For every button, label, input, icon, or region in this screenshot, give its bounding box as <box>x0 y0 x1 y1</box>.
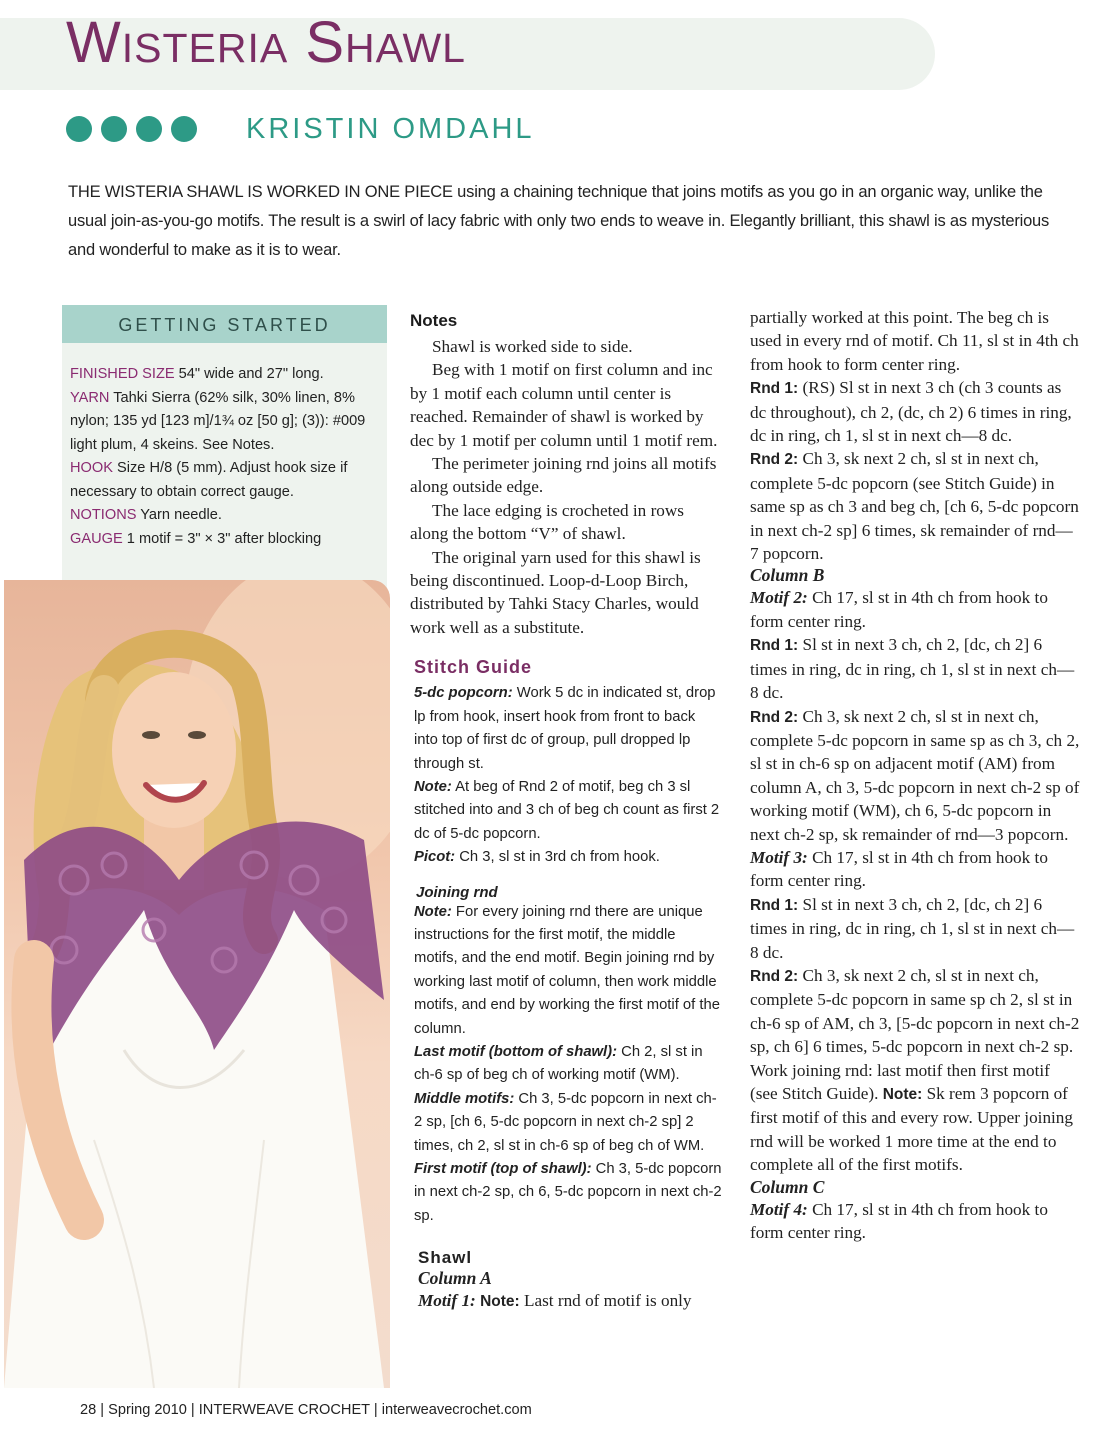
column-b-heading: Column B <box>750 565 825 586</box>
work-joining-line <box>750 1059 1080 1177</box>
getting-started-body <box>62 343 387 551</box>
motif-label: Motif 3: <box>750 847 808 867</box>
last-motif-entry <box>414 1041 722 1088</box>
item-label: NOTIONS <box>70 507 137 523</box>
entry-label: 5-dc popcorn: <box>414 685 513 702</box>
notes-heading: Notes <box>410 311 458 330</box>
popcorn-entry <box>414 682 722 776</box>
rnd-label: Rnd 1: <box>750 380 799 398</box>
page-footer: 28 | Spring 2010 | INTERWEAVE CROCHET | interweavecrochet.com <box>80 1402 532 1418</box>
rnd-text: Ch 3, sk next 2 ch, sl st in next ch, complete 5-dc popcorn in same sp ch 2, sl st in ch-6 sp of AM, ch 3, [5-dc popcorn in next ch-2 sp, ch 6] 6 times, 5-dc popcorn in next ch-2 sp. <box>750 965 1080 1057</box>
item-label: FINISHED SIZE <box>70 366 175 382</box>
yarn-item <box>70 387 381 458</box>
note-label: Note: <box>882 1086 923 1103</box>
b3-rnd-1 <box>750 893 1080 964</box>
author-name: KRISTIN OMDAHL <box>246 113 535 145</box>
joining-heading: Joining rnd <box>416 883 498 901</box>
entry-text: Ch 3, 5-dc popcorn in next ch-2 sp, ch 6, 5-dc popcorn in next ch-2 sp. <box>414 1161 722 1224</box>
rnd-text: Sl st in next 3 ch, ch 2, [dc, ch 2] 6 times in ring, dc in ring, ch 1, sl st in next ch—8 dc. <box>750 635 1075 703</box>
joining-text: Work joining rnd: last motif then first motif (see Stitch Guide). <box>750 1060 1050 1103</box>
model-illustration <box>4 580 390 1388</box>
entry-label: Picot: <box>414 849 456 866</box>
getting-started-heading: GETTING STARTED <box>62 305 387 343</box>
column-a-heading: Column A <box>418 1268 492 1289</box>
note-label: Note: <box>480 1293 520 1311</box>
notes-paragraph: The lace edging is crocheted in rows along the bottom “V” of shawl. <box>410 500 684 544</box>
item-label: HOOK <box>70 460 113 476</box>
rnd-label: Rnd 1: <box>750 637 799 655</box>
skill-dot-icon <box>136 116 162 142</box>
entry-text: Ch 3, sl st in 3rd ch from hook. <box>455 849 660 866</box>
page-title: Wisteria Shawl <box>66 10 466 75</box>
entry-label: Note: <box>414 778 452 795</box>
entry-text: At beg of Rnd 2 of motif, beg ch 3 sl stitched into and 3 ch of beg ch count as first 2 dc of 5-dc popcorn. <box>414 778 720 842</box>
rnd-label: Rnd 2: <box>750 708 799 726</box>
motif-4-line <box>750 1198 1080 1245</box>
motif-2-line <box>750 586 1080 633</box>
b2-rnd-2 <box>750 705 1080 846</box>
notes-paragraph: The original yarn used for this shawl is being discontinued. Loop-d-Loop Birch, distributed by Tahki Stacy Charles, would work well as a substitute. <box>410 547 701 637</box>
entry-label: Note: <box>414 903 452 920</box>
rnd-label: Rnd 2: <box>750 967 799 985</box>
motif-text: Ch 17, sl st in 4th ch from hook to form center ring. <box>750 847 1048 891</box>
motif-label: Motif 4: <box>750 1199 808 1219</box>
motif-text: Ch 17, sl st in 4th ch from hook to form center ring. <box>750 588 1048 631</box>
rnd-label: Rnd 2: <box>750 451 799 469</box>
notes-paragraph: Shawl is worked side to side. <box>432 337 633 356</box>
a-rnd-2 <box>750 447 1080 565</box>
column-c-heading: Column C <box>750 1176 825 1197</box>
motif-label: Motif 2: <box>750 588 808 608</box>
entry-label: First motif (top of shawl): <box>414 1161 592 1177</box>
entry-text: For every joining rnd there are unique instructions for the first motif, the middle motifs, and the end motif. Begin joining rnd by working last motif of column, then work middle motifs, and end by working the first motif of the column. <box>414 903 720 1037</box>
item-text: 54" wide and 27" long. <box>174 366 324 382</box>
column-right <box>750 306 1080 1244</box>
item-text: Tahki Sierra (62% silk, 30% linen, 8% nylon; 135 yd [123 m]/1¾ oz [50 g]; (3)): #009 light plum, 4 skeins. See Notes. <box>70 389 366 453</box>
skill-dot-icon <box>66 116 92 142</box>
intro-lead: THE WISTERIA SHAWL IS WORKED IN ONE PIECE <box>68 183 453 201</box>
motif-1-continued: partially worked at this point. The beg ch is used in every rnd of motif. Ch 11, sl st in 4th ch from hook to form center ring. <box>750 308 1079 374</box>
rnd-text: Ch 3, sk next 2 ch, sl st in next ch, complete 5-dc popcorn (see Stitch Guide) in same sp as ch 3 and beg ch, [ch 6, 5-dc popcorn in next ch-2 sp] 6 times, sk remainder of rnd—7 popcorn. <box>750 449 1079 564</box>
motif-3-line <box>750 846 1080 893</box>
gauge-item <box>70 528 381 552</box>
intro-paragraph <box>68 178 1073 265</box>
finished-size-item <box>70 363 381 387</box>
skill-dot-icon <box>101 116 127 142</box>
b2-rnd-1 <box>750 633 1080 704</box>
skill-dot-icon <box>171 116 197 142</box>
column-middle <box>410 311 722 1314</box>
middle-motifs-entry <box>414 1088 722 1158</box>
rnd-text: Ch 3, sk next 2 ch, sl st in next ch, complete 5-dc popcorn in same sp as ch 3, ch 2, sl st in ch-6 sp on adjacent motif (AM) from column A, ch 3, 5-dc popcorn in next ch-2 sp of working motif (WM), ch 6, 5-dc popcorn in next ch-2 sp, sk remainder of rnd—3 popcorn. <box>750 706 1080 844</box>
item-text: Yarn needle. <box>136 507 222 523</box>
first-motif-entry <box>414 1158 722 1228</box>
item-label: GAUGE <box>70 530 123 547</box>
stitch-guide-heading: Stitch Guide <box>414 657 533 678</box>
note-entry <box>414 776 722 846</box>
rnd-label: Rnd 1: <box>750 896 799 914</box>
entry-text: Ch 2, sl st in ch-6 sp of beg ch of working motif (WM). <box>414 1043 703 1084</box>
joining-note <box>414 901 722 1041</box>
intro-text: using a chaining technique that joins motifs as you go in an organic way, unlike the usual join-as-you-go motifs. The result is a swirl of lacy fabric with only two ends to weave in. Elegantly brilliant, this shawl is as mysterious and wonderful to make as it is to wear. <box>68 183 1050 259</box>
shawl-heading: Shawl <box>418 1248 473 1268</box>
rating-dots <box>66 116 197 142</box>
notes-paragraph: Beg with 1 motif on first column and inc by 1 motif each column until center is reached. Remainder of shawl is worked by dec by 1 motif per column until 1 motif rem. <box>410 360 718 450</box>
item-text: Size H/8 (5 mm). Adjust hook size if necessary to obtain correct gauge. <box>70 460 348 500</box>
notes-paragraph: The perimeter joining rnd joins all motifs along outside edge. <box>410 454 717 497</box>
motif-text: Last rnd of motif is only <box>519 1291 692 1311</box>
getting-started-box <box>62 305 387 590</box>
entry-text: Ch 3, 5-dc popcorn in next ch-2 sp, [ch 6, 5-dc popcorn in next ch-2 sp] 2 times, ch 2, sl st in ch-6 sp of beg ch of WM. <box>414 1090 717 1154</box>
joining-note-text: Sk rem 3 popcorn of first motif of this and every row. Upper joining rnd will be worked 1 more time at the end to complete all of the first motifs. <box>750 1084 1073 1175</box>
motif-1-line <box>418 1289 722 1313</box>
entry-label: Middle motifs: <box>414 1090 515 1107</box>
a-rnd-1 <box>750 376 1080 447</box>
entry-label: Last motif (bottom of shawl): <box>414 1043 618 1060</box>
rnd-text: Sl st in next 3 ch, ch 2, [dc, ch 2] 6 times in ring, dc in ring, ch 1, sl st in next ch—8 dc. <box>750 894 1075 962</box>
rnd-text: (RS) Sl st in next 3 ch (ch 3 counts as dc throughout), ch 2, (dc, ch 2) 6 times in ring, dc in ring, ch 1, sl st in next ch—8 dc. <box>750 378 1072 446</box>
motif-label: Motif 1: <box>418 1291 476 1311</box>
motif-text: Ch 17, sl st in 4th ch from hook to form center ring. <box>750 1199 1048 1243</box>
picot-entry <box>414 846 722 869</box>
item-text: 1 motif = 3" × 3" after blocking <box>122 530 322 547</box>
hook-item <box>70 457 381 504</box>
model-photo <box>4 580 390 1388</box>
b3-rnd-2 <box>750 964 1080 1059</box>
item-label: YARN <box>70 389 110 406</box>
entry-text: Work 5 dc in indicated st, drop lp from hook, insert hook from front to back into top of first dc of group, pull dropped lp through st. <box>414 685 716 772</box>
notions-item <box>70 504 381 528</box>
